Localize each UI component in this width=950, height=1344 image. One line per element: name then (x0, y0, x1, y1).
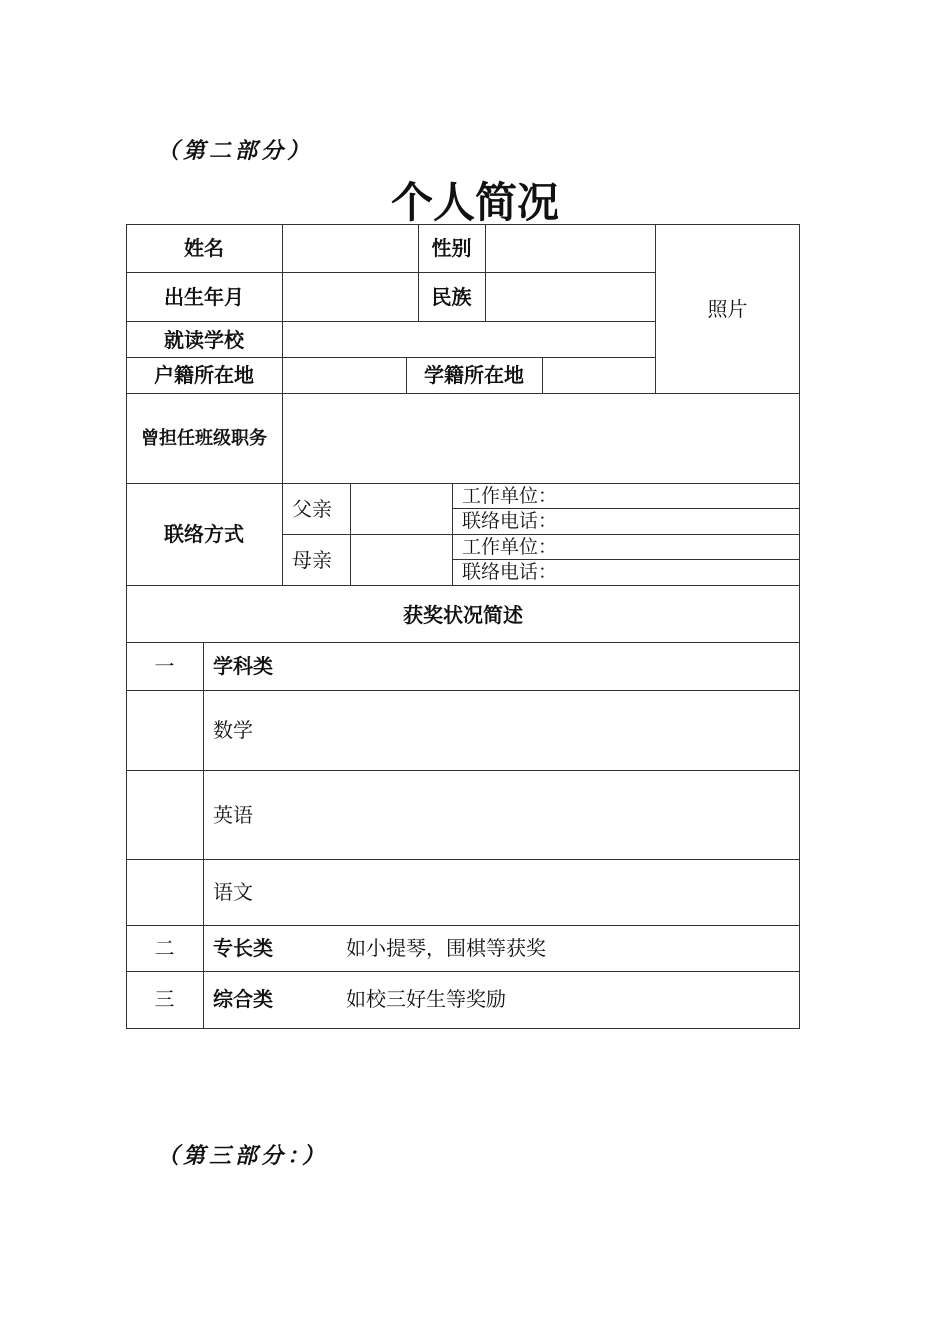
name-label: 姓名 (184, 236, 224, 260)
school-label: 就读学校 (164, 328, 244, 352)
father-label: 父亲 (292, 497, 332, 521)
awards-category-general: 综合类 (213, 987, 273, 1011)
section-heading-part3: （第三部分：） (157, 1144, 329, 1169)
hukou-label: 户籍所在地 (154, 363, 254, 387)
awards-index-2: 二 (154, 936, 175, 960)
father-phone-label: 联络电话： (462, 510, 558, 532)
photo-label: 照片 (707, 297, 748, 321)
father-work-unit-label: 工作单位： (462, 485, 558, 507)
awards-subject-math: 数学 (213, 718, 253, 742)
awards-index-1: 一 (154, 654, 175, 678)
awards-heading: 获奖状况简述 (403, 603, 523, 627)
xueji-label: 学籍所在地 (424, 363, 524, 387)
page-title: 个人简况 (390, 178, 559, 227)
awards-category-academic: 学科类 (213, 654, 273, 678)
awards-subject-chinese: 语文 (213, 880, 253, 904)
mother-phone-label: 联络电话： (462, 561, 558, 583)
mother-work-unit-label: 工作单位： (462, 536, 558, 558)
mother-label: 母亲 (292, 548, 332, 572)
birth-label: 出生年月 (164, 285, 244, 309)
awards-index-3: 三 (154, 987, 175, 1011)
gender-label: 性别 (431, 236, 472, 260)
awards-category-talent: 专长类 (213, 936, 273, 960)
contact-label: 联络方式 (164, 522, 244, 546)
awards-note-general: 如校三好生等奖励 (346, 987, 506, 1011)
ethnicity-label: 民族 (431, 285, 472, 309)
awards-note-talent: 如小提琴，围棋等获奖 (346, 936, 546, 960)
section-heading-part2: （第二部分） (157, 139, 314, 164)
awards-subject-english: 英语 (213, 803, 253, 827)
class-duty-label: 曾担任班级职务 (141, 428, 267, 449)
